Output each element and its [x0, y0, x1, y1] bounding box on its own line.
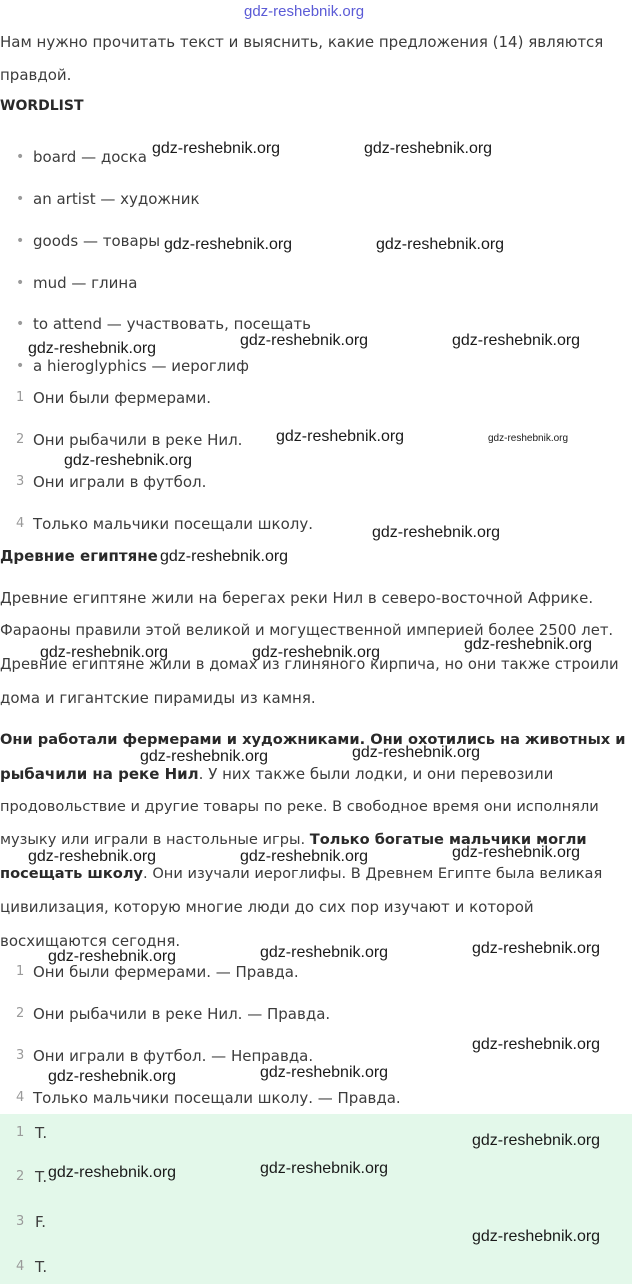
bold-phrase: Только богатые мальчики могли: [309, 831, 587, 848]
watermark: gdz-reshebnik.org: [240, 332, 369, 349]
line-rest: . У них также были лодки, и они перевозили: [198, 765, 554, 783]
watermark: gdz-reshebnik.org: [28, 848, 157, 865]
answer-text: Они рыбачили в реке Нил. — Правда.: [33, 1005, 331, 1023]
watermark: gdz-reshebnik.org: [364, 140, 493, 157]
watermark: gdz-reshebnik.org: [48, 1068, 177, 1085]
article-line: продовольствие и другие товары по реке. В свободное время они исполняли: [0, 798, 599, 815]
watermark: gdz-reshebnik.org: [452, 844, 581, 861]
line-start: музыку или играли в настольные игры.: [0, 831, 310, 848]
statement-number: 4: [16, 516, 25, 531]
statement-number: 2: [16, 432, 25, 447]
watermark: gdz-reshebnik.org: [472, 1228, 601, 1245]
wordlist-item: mud — глина: [33, 274, 138, 292]
article-line: [0, 765, 553, 783]
intro-line-2: правдой.: [0, 66, 72, 84]
article-line-bold: Они работали фермерами и художниками. Они охотились на животных и: [0, 731, 626, 748]
watermark: gdz-reshebnik.org: [40, 644, 169, 661]
bullet-icon: •: [16, 149, 25, 165]
bullet-icon: •: [16, 358, 25, 374]
short-answer-text: F.: [35, 1213, 46, 1231]
watermark: gdz-reshebnik.org: [48, 948, 177, 965]
watermark: gdz-reshebnik.org: [260, 1160, 389, 1177]
wordlist-item: goods — товары: [33, 232, 161, 250]
statement-text: Они рыбачили в реке Нил.: [33, 431, 243, 449]
statement-text: Они были фермерами.: [33, 389, 211, 407]
bullet-icon: •: [16, 233, 25, 249]
watermark: gdz-reshebnik.org: [376, 236, 505, 253]
short-answer-text: T.: [35, 1124, 48, 1142]
article-line: [0, 865, 602, 882]
watermark: gdz-reshebnik.org: [472, 1132, 601, 1149]
bullet-icon: •: [16, 316, 25, 332]
watermark: gdz-reshebnik.org: [472, 940, 601, 957]
answer-text: Только мальчики посещали школу. — Правда.: [33, 1089, 401, 1107]
statement-number: 1: [16, 390, 25, 405]
watermark: gdz-reshebnik.org: [464, 636, 593, 653]
watermark: gdz-reshebnik.org: [64, 452, 193, 469]
article-line: Фараоны правили этой великой и могущественной империей более 2500 лет.: [0, 622, 614, 639]
article-line: Древние египтяне жили на берегах реки Нил в северо-восточной Африке.: [0, 589, 594, 607]
wordlist-item: to attend — участвовать, посещать: [33, 315, 312, 333]
watermark: gdz-reshebnik.org: [452, 332, 581, 349]
bullet-icon: •: [16, 191, 25, 207]
answer-number: 2: [16, 1006, 25, 1021]
answer-text: Они были фермерами. — Правда.: [33, 963, 299, 981]
article-line: дома и гигантские пирамиды из камня.: [0, 689, 316, 707]
watermark: gdz-reshebnik.org: [160, 548, 289, 565]
intro-line-1: Нам нужно прочитать текст и выяснить, какие предложения (14) являются: [0, 33, 604, 51]
statement-text: Они играли в футбол.: [33, 473, 207, 491]
answer-number: 4: [16, 1090, 25, 1105]
watermark: gdz-reshebnik.org: [28, 340, 157, 357]
top-watermark[interactable]: gdz-reshebnik.org: [244, 3, 365, 20]
watermark: gdz-reshebnik.org: [140, 748, 269, 765]
watermark: gdz-reshebnik.org: [372, 524, 501, 541]
watermark: gdz-reshebnik.org: [252, 644, 381, 661]
short-answer-number: 2: [16, 1169, 25, 1184]
short-answer-number: 1: [16, 1125, 25, 1140]
wordlist-item: a hieroglyphics — иероглиф: [33, 357, 249, 375]
short-answer-number: 3: [16, 1214, 25, 1229]
statement-number: 3: [16, 474, 25, 489]
watermark: gdz-reshebnik.org: [48, 1164, 177, 1181]
watermark: gdz-reshebnik.org: [488, 433, 569, 444]
watermark: gdz-reshebnik.org: [260, 944, 389, 961]
statement-text: Только мальчики посещали школу.: [33, 515, 313, 533]
wordlist-item: an artist — художник: [33, 190, 200, 208]
watermark: gdz-reshebnik.org: [240, 848, 369, 865]
watermark: gdz-reshebnik.org: [260, 1064, 389, 1081]
short-answer-text: T.: [35, 1168, 48, 1186]
short-answer-number: 4: [16, 1259, 25, 1274]
watermark: gdz-reshebnik.org: [164, 236, 293, 253]
watermark: gdz-reshebnik.org: [352, 744, 481, 761]
answer-number: 3: [16, 1048, 25, 1063]
short-answer-text: T.: [35, 1258, 48, 1276]
bullet-icon: •: [16, 275, 25, 291]
watermark: gdz-reshebnik.org: [472, 1036, 601, 1053]
article-title: Древние египтяне: [0, 547, 158, 565]
wordlist-item: board — доска: [33, 148, 147, 166]
wordlist-title: WORDLIST: [0, 98, 84, 114]
article-line: Древние египтяне жили в домах из глиняного кирпича, но они также строили: [0, 656, 619, 673]
line-rest: . Они изучали иероглифы. В Древнем Египте была великая: [143, 865, 603, 882]
bold-phrase: посещать школу: [0, 865, 144, 882]
article-line: восхищаются сегодня.: [0, 932, 181, 950]
watermark: gdz-reshebnik.org: [152, 140, 281, 157]
watermark: gdz-reshebnik.org: [276, 428, 405, 445]
bold-phrase: рыбачили на реке Нил: [0, 765, 199, 783]
answer-number: 1: [16, 964, 25, 979]
answer-text: Они играли в футбол. — Неправда.: [33, 1047, 314, 1065]
article-line: цивилизация, которую многие люди до сих пор изучают и которой: [0, 898, 534, 916]
